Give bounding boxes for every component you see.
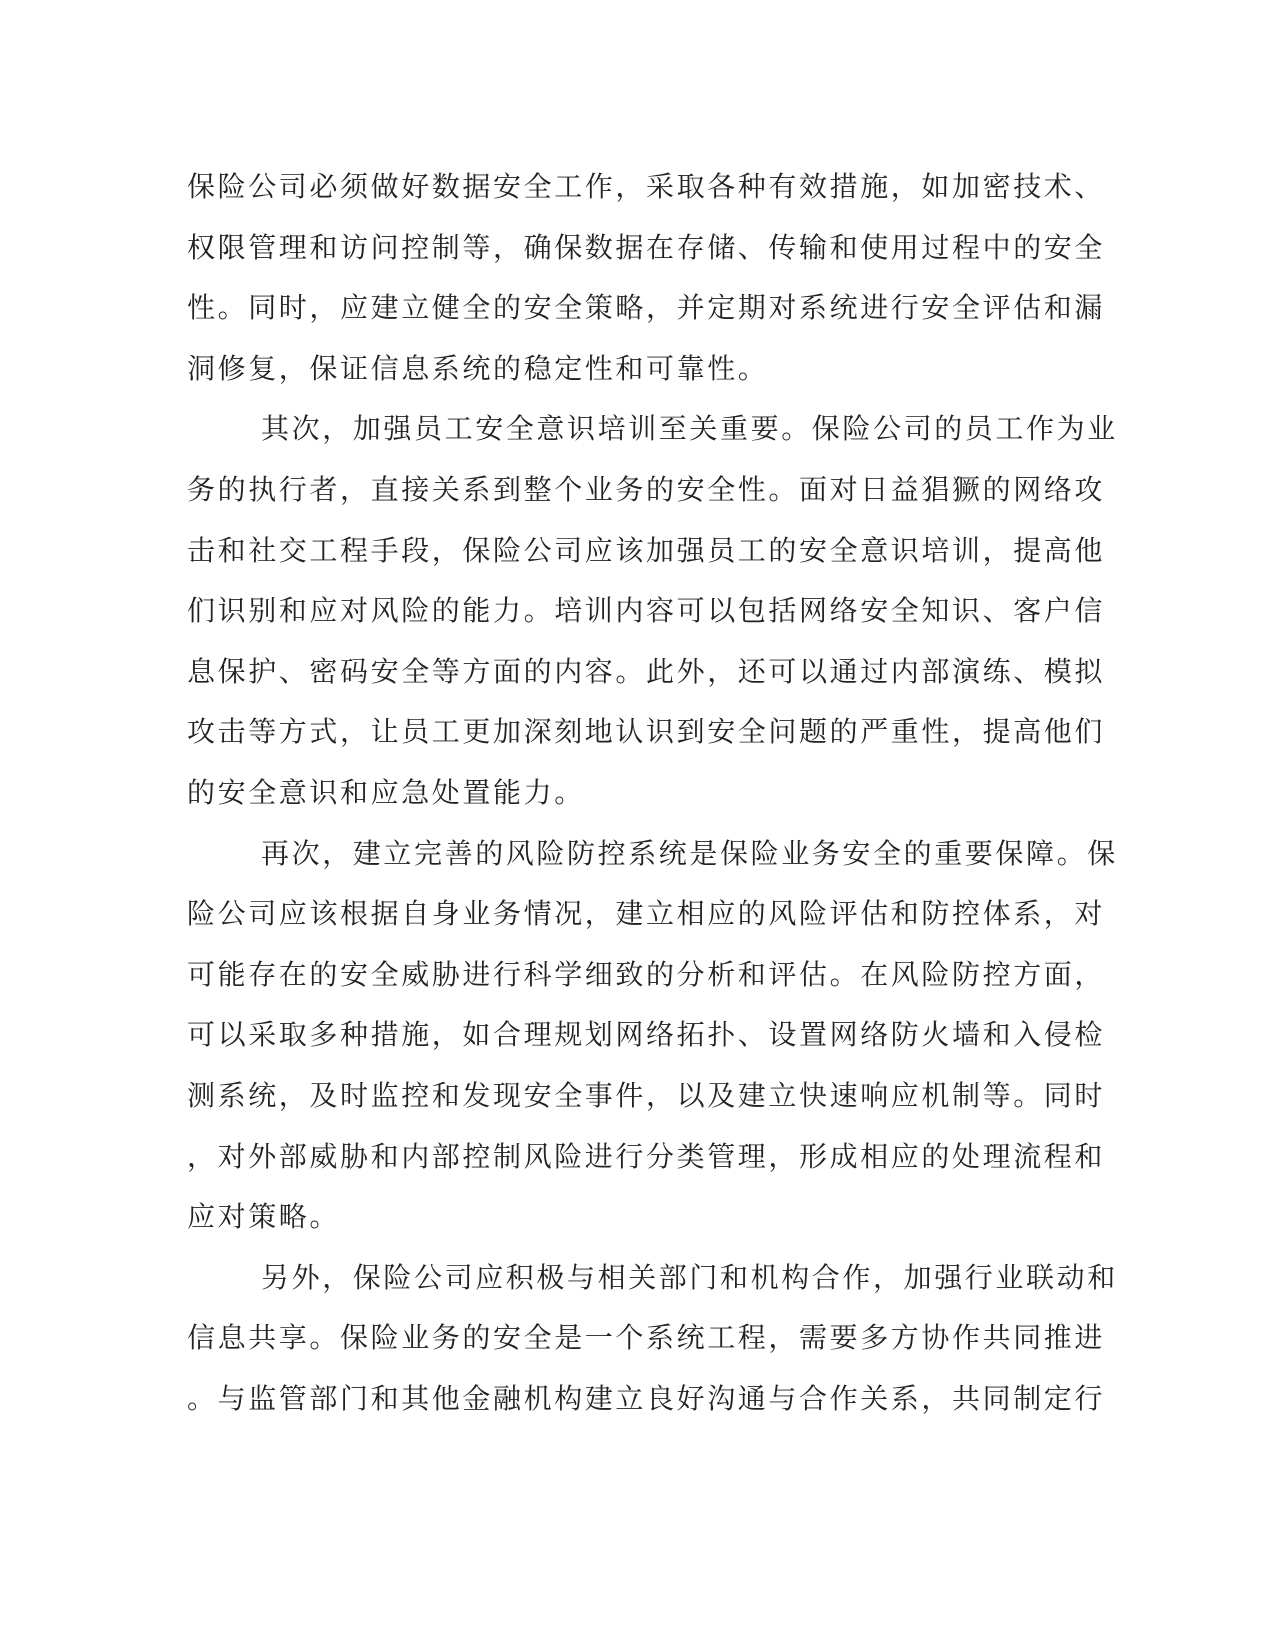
text-line: 应对策略。: [187, 1200, 341, 1234]
text-line: 险公司应该根据自身业务情况，建立相应的风险评估和防控体系，对: [187, 897, 1106, 931]
text-line: 测系统，及时监控和发现安全事件，以及建立快速响应机制等。同时: [187, 1078, 1106, 1112]
text-line: 洞修复，保证信息系统的稳定性和可靠性。: [187, 351, 769, 385]
paragraph-first-line: 其次，加强员工安全意识培训至关重要。保险公司的员工作为业: [261, 412, 1118, 446]
text-line: 息保护、密码安全等方面的内容。此外，还可以通过内部演练、模拟: [187, 654, 1106, 688]
text-line: 击和社交工程手段，保险公司应该加强员工的安全意识培训，提高他: [187, 533, 1106, 567]
text-line: 可以采取多种措施，如合理规划网络拓扑、设置网络防火墙和入侵检: [187, 1018, 1106, 1052]
text-line: 攻击等方式，让员工更加深刻地认识到安全问题的严重性，提高他们: [187, 715, 1106, 749]
text-line: 的安全意识和应急处置能力。: [187, 775, 585, 809]
text-line: 们识别和应对风险的能力。培训内容可以包括网络安全知识、客户信: [187, 594, 1106, 628]
text-line: 信息共享。保险业务的安全是一个系统工程，需要多方协作共同推进: [187, 1321, 1106, 1355]
text-line: 保险公司必须做好数据安全工作，采取各种有效措施，如加密技术、: [187, 170, 1106, 203]
text-line: 权限管理和访问控制等，确保数据在存储、传输和使用过程中的安全: [187, 230, 1106, 264]
text-line: ，对外部威胁和内部控制风险进行分类管理，形成相应的处理流程和: [187, 1139, 1106, 1173]
body-text: [187, 157, 1118, 1429]
paragraph-first-line: 另外，保险公司应积极与相关部门和机构合作，加强行业联动和: [261, 1260, 1118, 1294]
paragraph-first-line: 再次，建立完善的风险防控系统是保险业务安全的重要保障。保: [261, 836, 1118, 870]
text-line: 务的执行者，直接关系到整个业务的安全性。面对日益猖獗的网络攻: [187, 472, 1106, 506]
text-line: 可能存在的安全威胁进行科学细致的分析和评估。在风险防控方面，: [187, 957, 1106, 991]
text-line: 性。同时，应建立健全的安全策略，并定期对系统进行安全评估和漏: [187, 291, 1106, 325]
text-line: 。与监管部门和其他金融机构建立良好沟通与合作关系，共同制定行: [187, 1381, 1106, 1415]
